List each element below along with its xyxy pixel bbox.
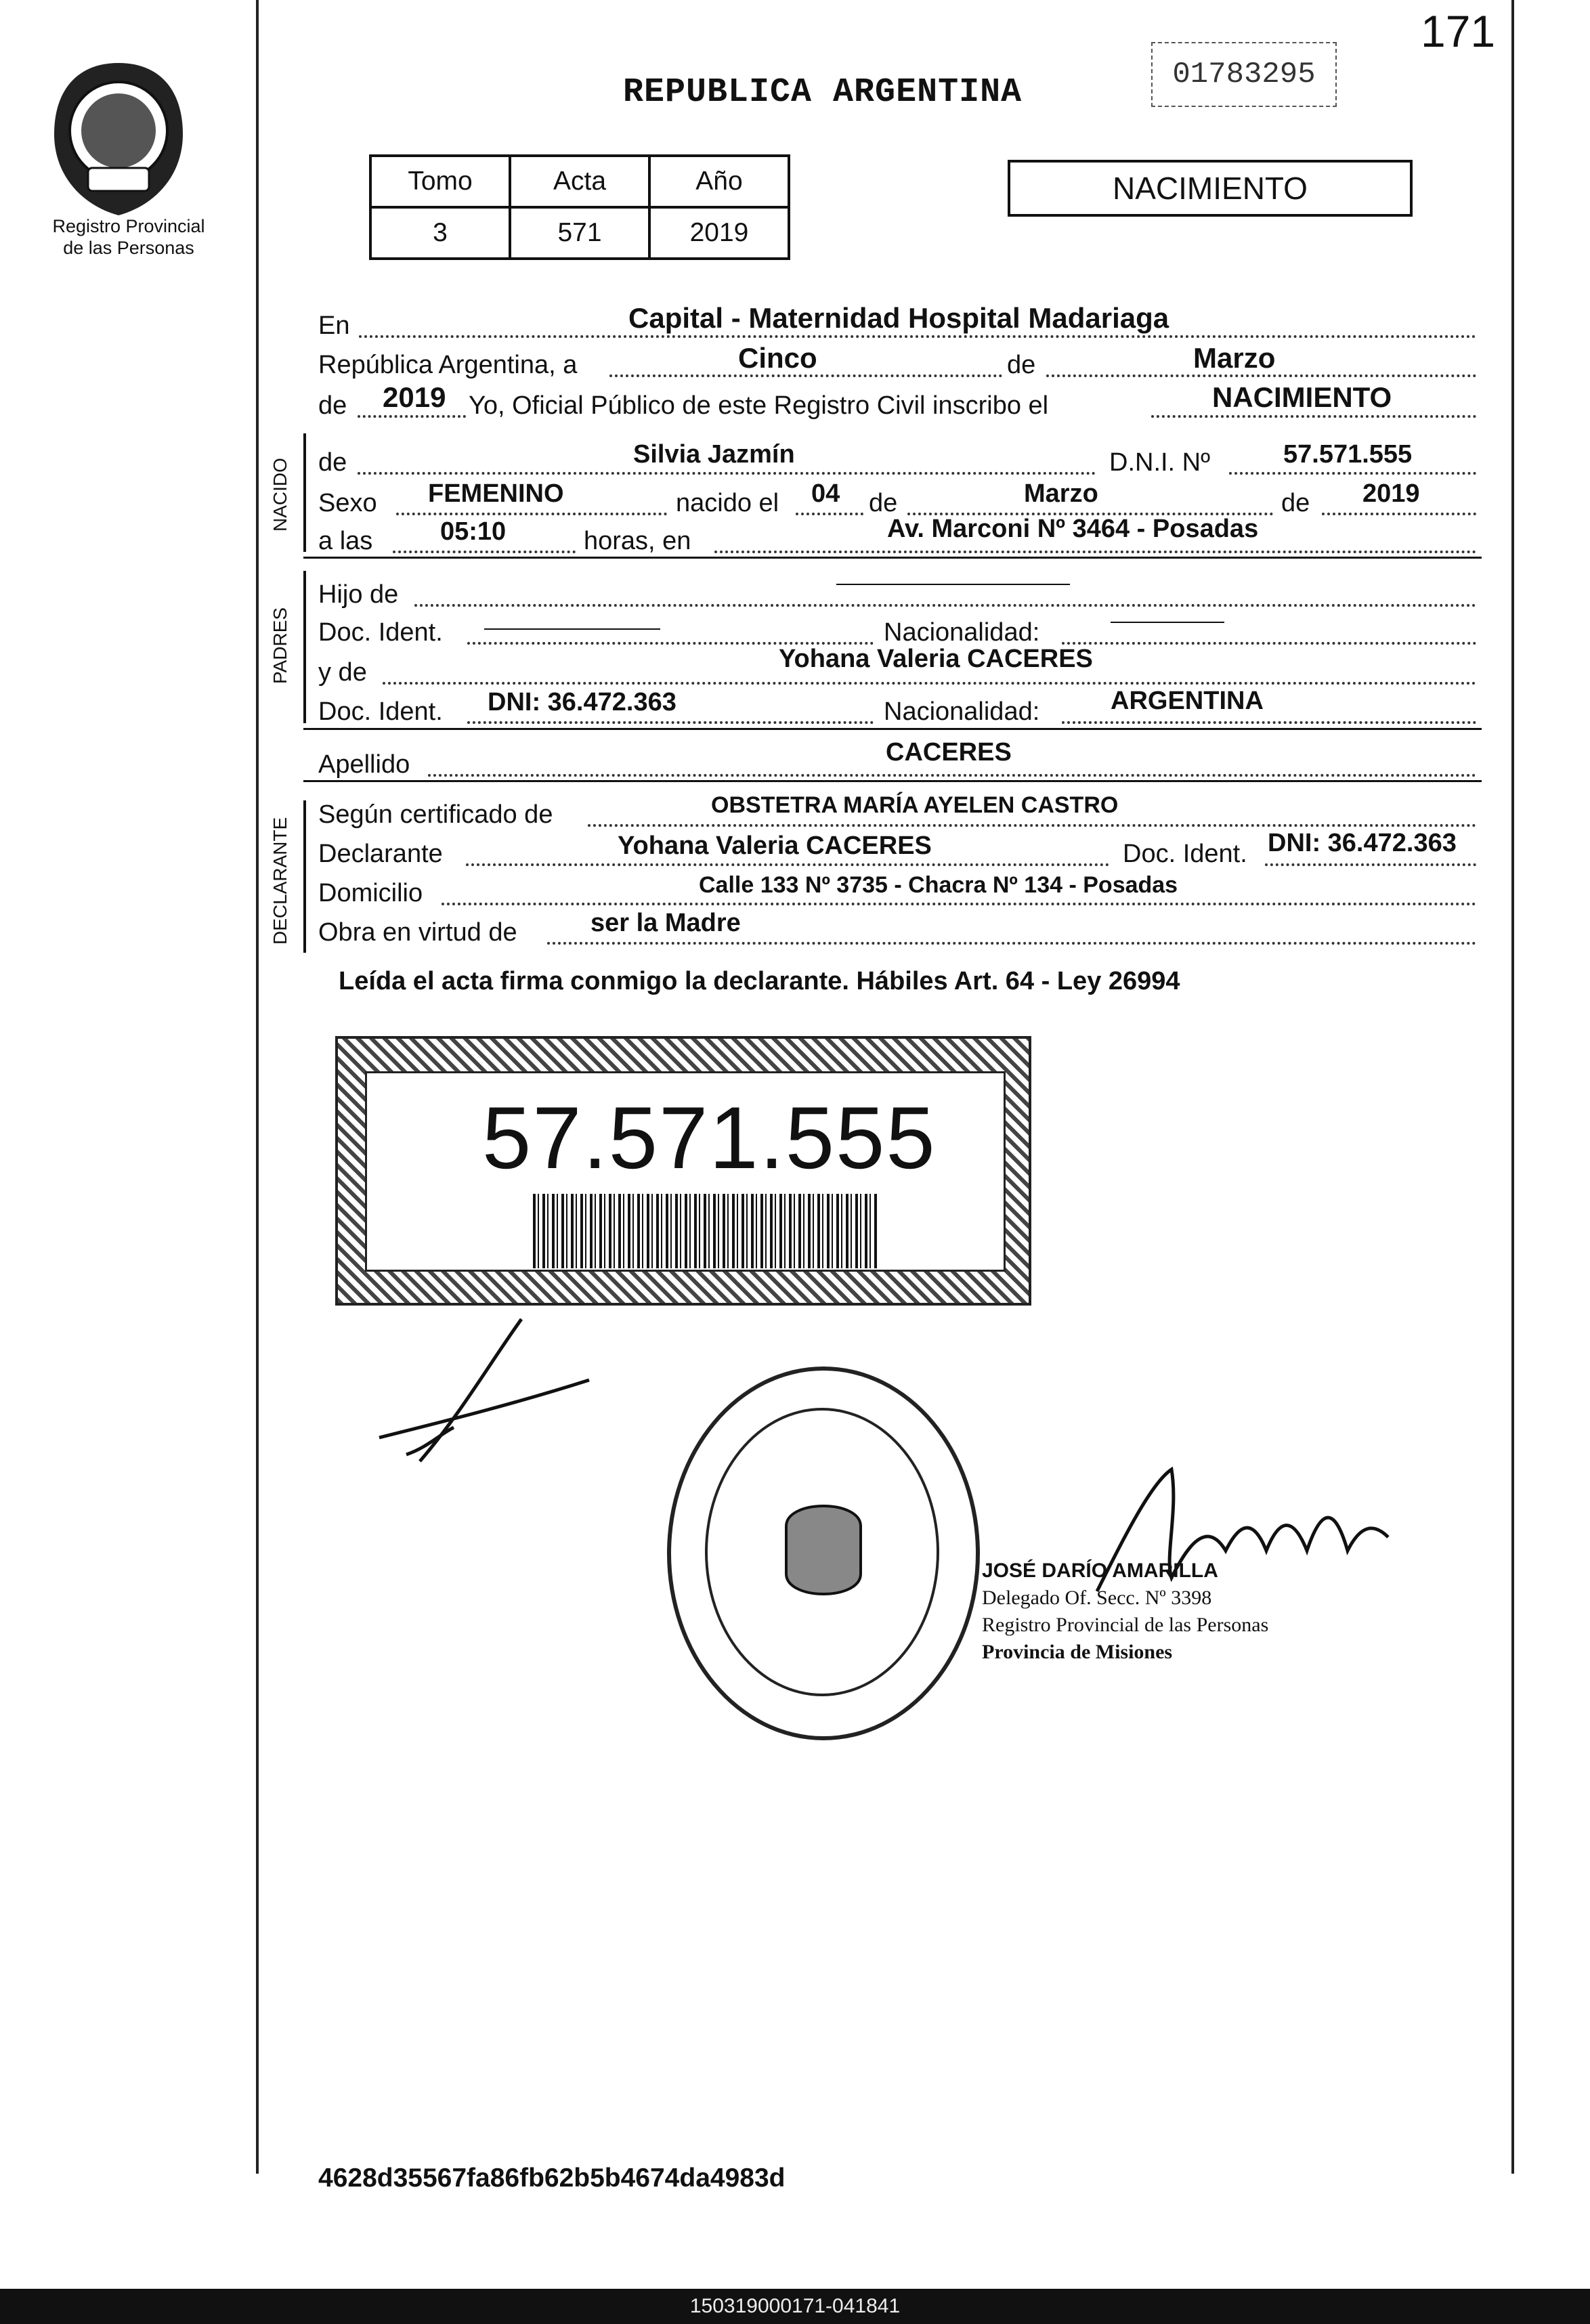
birth-month: Marzo bbox=[1024, 479, 1098, 508]
header-acta: Acta bbox=[510, 156, 649, 207]
dotted-line bbox=[1265, 863, 1476, 866]
label-horas-en: horas, en bbox=[584, 527, 691, 555]
official-name: JOSÉ DARÍO AMARILLA bbox=[982, 1559, 1218, 1582]
label-a-las: a las bbox=[318, 527, 373, 555]
label-apellido: Apellido bbox=[318, 750, 410, 779]
label-doc-ident-declarante: Doc. Ident. bbox=[1123, 840, 1247, 868]
label-de-month: de bbox=[869, 489, 898, 517]
seal-emblem-icon bbox=[671, 1371, 976, 1736]
label-doc-ident-father: Doc. Ident. bbox=[318, 618, 443, 647]
dotted-line bbox=[414, 604, 1476, 607]
document-hash: 4628d35567fa86fb62b5b4674da4983d bbox=[318, 2164, 786, 2193]
footer-id: 150319000171-041841 bbox=[0, 2289, 1590, 2324]
place-value: Capital - Maternidad Hospital Madariaga bbox=[628, 302, 1169, 334]
obra-value: ser la Madre bbox=[590, 909, 741, 937]
serial-number: 01783295 bbox=[1151, 42, 1337, 107]
dotted-line bbox=[1062, 642, 1476, 645]
page-number: 171 bbox=[1421, 6, 1496, 56]
dotted-line bbox=[714, 551, 1476, 553]
section-divider bbox=[303, 728, 1482, 730]
value-acta: 571 bbox=[510, 207, 649, 259]
month-value: Marzo bbox=[1193, 342, 1276, 374]
record-type-box: NACIMIENTO bbox=[1008, 160, 1413, 217]
child-name: Silvia Jazmín bbox=[633, 440, 795, 469]
record-table bbox=[369, 154, 790, 260]
official-province: Provincia de Misiones bbox=[982, 1641, 1173, 1663]
declarante-value: Yohana Valeria CACERES bbox=[618, 832, 932, 860]
day-value: Cinco bbox=[738, 342, 817, 374]
right-margin-line bbox=[1511, 0, 1514, 2174]
label-de: de bbox=[1007, 351, 1036, 379]
label-republica: República Argentina, a bbox=[318, 351, 578, 379]
label-dni: D.N.I. Nº bbox=[1109, 448, 1210, 477]
birth-time: 05:10 bbox=[440, 517, 507, 546]
cert-value: OBSTETRA MARÍA AYELEN CASTRO bbox=[711, 792, 1119, 818]
dotted-line bbox=[609, 374, 1002, 377]
logo-caption-line2: de las Personas bbox=[63, 238, 194, 258]
padres-section-label: PADRES bbox=[270, 607, 291, 684]
value-tomo: 3 bbox=[370, 207, 510, 259]
document-title: REPUBLICA ARGENTINA bbox=[623, 73, 1023, 112]
label-en: En bbox=[318, 311, 350, 340]
label-declarante: Declarante bbox=[318, 840, 443, 868]
nacido-section-label: NACIDO bbox=[270, 458, 291, 532]
official-seal bbox=[667, 1367, 980, 1740]
section-divider bbox=[303, 780, 1482, 782]
dotted-line bbox=[1322, 513, 1476, 515]
dotted-line bbox=[796, 513, 863, 515]
mother-name: Yohana Valeria CACERES bbox=[779, 645, 1093, 673]
year-value: 2019 bbox=[383, 381, 446, 413]
blank-dash bbox=[484, 628, 660, 630]
dotted-line bbox=[396, 513, 667, 515]
left-margin-line bbox=[256, 0, 259, 2174]
barcode-icon bbox=[533, 1194, 878, 1268]
dotted-line bbox=[358, 472, 1096, 475]
official-registry: Registro Provincial de las Personas bbox=[982, 1614, 1269, 1636]
stamp-inner bbox=[365, 1071, 1006, 1272]
label-sexo: Sexo bbox=[318, 489, 377, 517]
label-domicilio: Domicilio bbox=[318, 879, 423, 907]
dotted-line bbox=[1229, 472, 1476, 475]
label-de-name: de bbox=[318, 448, 347, 477]
label-y-de: y de bbox=[318, 658, 367, 687]
domicilio-value: Calle 133 Nº 3735 - Chacra Nº 134 - Posadas bbox=[699, 872, 1178, 898]
official-role: Delegado Of. Secc. Nº 3398 bbox=[982, 1587, 1212, 1609]
dotted-line bbox=[358, 415, 466, 418]
province-emblem-icon bbox=[47, 60, 190, 219]
birth-address: Av. Marconi Nº 3464 - Posadas bbox=[887, 515, 1259, 543]
label-de-year: de bbox=[318, 391, 347, 420]
dotted-line bbox=[442, 903, 1476, 905]
dotted-line bbox=[1046, 374, 1476, 377]
dotted-line bbox=[383, 682, 1476, 685]
padres-bracket bbox=[303, 571, 306, 723]
child-dni: 57.571.555 bbox=[1283, 440, 1413, 469]
logo-caption-line1: Registro Provincial bbox=[52, 216, 205, 236]
label-nacionalidad-father: Nacionalidad: bbox=[884, 618, 1040, 647]
header-tomo: Tomo bbox=[370, 156, 510, 207]
dni-stamp bbox=[335, 1036, 1031, 1306]
label-hijo-de: Hijo de bbox=[318, 580, 399, 609]
label-de-year2: de bbox=[1281, 489, 1310, 517]
dotted-line bbox=[588, 824, 1476, 827]
dotted-line bbox=[547, 942, 1476, 945]
label-doc-ident-mother: Doc. Ident. bbox=[318, 697, 443, 726]
dotted-line bbox=[359, 335, 1476, 338]
section-divider bbox=[303, 557, 1482, 559]
dotted-line bbox=[1062, 721, 1476, 724]
nacido-bracket bbox=[303, 433, 306, 552]
logo-caption bbox=[27, 215, 230, 259]
apellido-value: CACERES bbox=[886, 738, 1012, 767]
label-segun-certificado: Según certificado de bbox=[318, 800, 553, 829]
label-nacionalidad-mother: Nacionalidad: bbox=[884, 697, 1040, 726]
dotted-line bbox=[467, 721, 874, 724]
dotted-line bbox=[393, 551, 576, 553]
blank-dash bbox=[1111, 622, 1224, 623]
declarante-bracket bbox=[303, 800, 306, 953]
header-ano: Año bbox=[649, 156, 789, 207]
sexo-value: FEMENINO bbox=[428, 479, 564, 508]
statement-text: Yo, Oficial Público de este Registro Civil inscribo el bbox=[469, 391, 1049, 420]
label-nacido-el: nacido el bbox=[676, 489, 779, 517]
dotted-line bbox=[1151, 415, 1476, 418]
declarante-doc: DNI: 36.472.363 bbox=[1268, 829, 1457, 857]
left-signature-icon bbox=[366, 1312, 596, 1475]
birth-year: 2019 bbox=[1362, 479, 1420, 508]
dotted-line bbox=[466, 863, 1109, 866]
birth-day: 04 bbox=[811, 479, 840, 508]
mother-nationality: ARGENTINA bbox=[1111, 687, 1264, 715]
declarante-section-label: DECLARANTE bbox=[270, 817, 291, 945]
blank-dash bbox=[836, 584, 1070, 585]
closing-statement: Leída el acta firma conmigo la declarante. Hábiles Art. 64 - Ley 26994 bbox=[339, 967, 1180, 995]
dotted-line bbox=[428, 774, 1476, 777]
stamp-number: 57.571.555 bbox=[482, 1088, 937, 1187]
mother-doc: DNI: 36.472.363 bbox=[488, 688, 676, 716]
value-ano: 2019 bbox=[649, 207, 789, 259]
official-block bbox=[982, 1557, 1268, 1666]
label-obra-en-virtud: Obra en virtud de bbox=[318, 918, 517, 947]
registered-value: NACIMIENTO bbox=[1212, 381, 1392, 413]
